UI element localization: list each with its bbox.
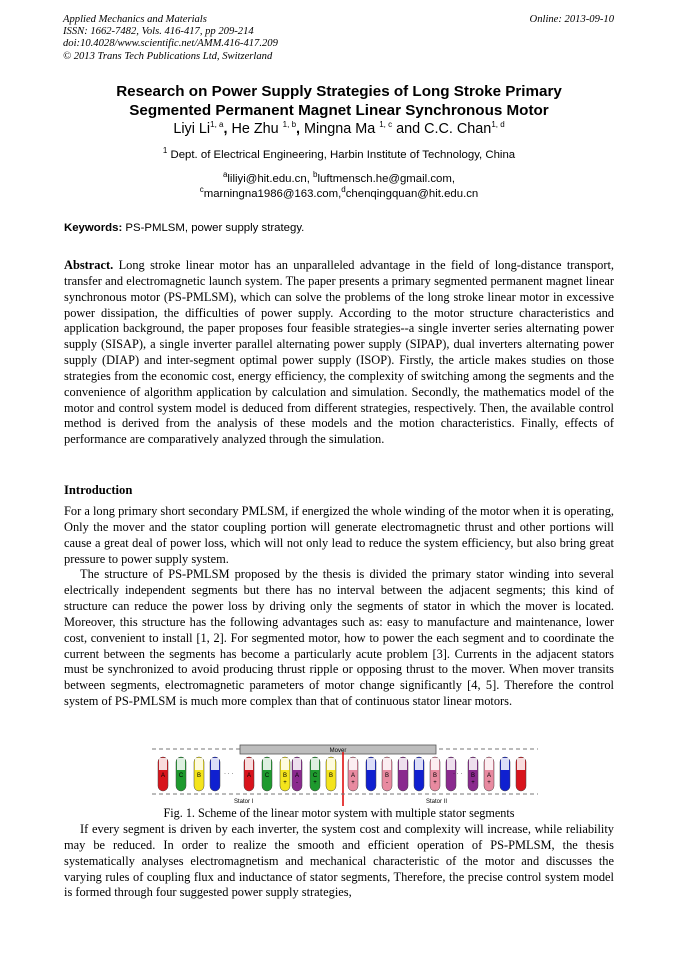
email-b-sup: b xyxy=(313,170,318,180)
coil-phase-label: B xyxy=(282,773,288,779)
intro-paragraph-2: The structure of PS-PMLSM proposed by the thesis is divided the primary stator winding into several electrically independent segments but there has no interval between the adjacent segments; this kind of structure can reduce the power loss by driving only the segments of stator in which the mover is located. Moreover, this structure has the following advantages such as: easy to manufacture and maintenance, lower cost, convenient to install [1, 2]. For segmented motor, how to power the each segment and to coordinate the current between the segments has become a particularly acute problem [3]. Currents in the adjacent stators must be synchronized to avoid producing thrust ripple or opposing thrust to the mover. When mover transits between segments, electromagnetic parameters of motor change significantly [4, 5]. Therefore the control system of PS-PMLSM is much more complex than that of continuous stator linear motors. xyxy=(64,567,614,709)
keywords-text: PS-PMLSM, power supply strategy. xyxy=(122,222,305,234)
author-2-sup: 1, b xyxy=(282,120,297,130)
stator-coil xyxy=(326,757,336,791)
stator-2-label: Stator II xyxy=(426,799,448,805)
title-line-1: Research on Power Supply Strategies of Long Stroke Primary xyxy=(116,83,562,100)
paper-title xyxy=(40,82,638,120)
coil-phase-label: A xyxy=(350,773,356,779)
coil-sign-label: - xyxy=(296,780,298,786)
keywords-label: Keywords: xyxy=(64,222,123,234)
stator-1-label: Stator I xyxy=(234,799,254,805)
coil-sign-label: - xyxy=(386,780,388,786)
intro-paragraph-3: If every segment is driven by each inverter, the system cost and complexity will increase, while reliability may be reduced. In order to realize the smooth and efficient operation of PS-PMLSM, the thesis systematically analyses electromagnetism and mechanical characteristic of the motor and discusses the varying rules of coupling flux and inductance of stator segments, Therefore, the precise control system model is formed through four suggested power supply strategies, xyxy=(64,822,614,900)
stator-coil xyxy=(516,757,526,791)
coil-phase-label: A xyxy=(486,773,492,779)
coil-phase-label: A xyxy=(246,773,252,779)
mover-label: Mover xyxy=(329,748,347,754)
dots-2: · · · xyxy=(453,771,463,777)
figure-caption: Fig. 1. Scheme of the linear motor system with multiple stator segments xyxy=(163,806,515,820)
coil-sign-label: + xyxy=(471,780,475,786)
email-c: marningna1986@163.com, xyxy=(203,188,342,200)
stator-coil xyxy=(382,757,392,791)
coil-phase-label: C xyxy=(178,773,184,779)
stator-coil xyxy=(348,757,358,791)
email-d: chenqingquan@hit.edu.cn xyxy=(345,188,479,200)
coil-sign-label: + xyxy=(487,780,491,786)
coil-phase-label: A xyxy=(294,773,300,779)
journal-header xyxy=(63,14,278,63)
author-2: He Zhu xyxy=(231,121,283,137)
coil-phase-label: C xyxy=(312,773,318,779)
copyright: © 2013 Trans Tech Publications Ltd, Switzerland xyxy=(63,50,273,62)
stator-coil xyxy=(244,757,254,791)
coil-sign-label: + xyxy=(433,780,437,786)
author-1: Liyi Li xyxy=(173,121,211,137)
coil-sign-label: + xyxy=(313,780,317,786)
coil-sign-label: + xyxy=(283,780,287,786)
coil-phase-label: B xyxy=(328,773,334,779)
stator-coil xyxy=(484,757,494,791)
journal-name: Applied Mechanics and Materials xyxy=(63,14,207,25)
affiliation-text: Dept. of Electrical Engineering, Harbin Institute of Technology, China xyxy=(167,149,516,161)
author-3-sup: 1, c xyxy=(379,120,393,130)
author-3: Mingna Ma xyxy=(304,121,380,137)
affiliation-sup: 1 xyxy=(162,146,168,156)
stator-coil xyxy=(430,757,440,791)
stator-coil xyxy=(500,757,510,791)
stator-coil xyxy=(158,757,168,791)
email-a-sup: a xyxy=(222,170,228,180)
introduction-body xyxy=(64,504,614,710)
doi: doi:10.4028/www.scientific.net/AMM.416-417.209 xyxy=(63,38,278,50)
email-d-sup: d xyxy=(341,185,346,195)
affiliation xyxy=(40,146,638,161)
abstract-text: Long stroke linear motor has an unparalleled advantage in the field of long-distance transport, transfer and electromagnetic launch system. The paper presents a primary segmented permanent magnet linear synchronous motor (PS-PMLSM), which can solve the problems of the long stroke linear motor in excessive power dissipation, the difficulties of power supply. According to the motor structure characteristics and application background, the paper proposes four feasible strategies--a single inverter series alternating power supply (SISAP), a single inverter parallel alternating power supply (SIPAP), dual inverters alternating power supply (DIAP) and inter-segment optimal power supply (ISOP). Firstly, the article makes studies on those strategies from the economic cost, energy efficiency, the complexity of switching among the segments and the convenience of algorithm application by calculation and simulation. Secondly, the mathematics model of the motor and control system model is deduced from different strategies, respectively. Then, the available control method is derived from the analysis of these models and the motion characteristics. Finally, effects of performance are comparatively analyzed through the simulation. xyxy=(64,258,614,447)
coil-phase-label: A xyxy=(160,773,166,779)
stator-coil xyxy=(194,757,204,791)
keywords xyxy=(64,222,304,234)
email-c-sup: c xyxy=(199,185,204,195)
figure-linear-motor-scheme xyxy=(150,744,540,806)
author-emails xyxy=(40,172,638,202)
stator-coil xyxy=(262,757,272,791)
stator-coil xyxy=(414,757,424,791)
coil-phase-label: B xyxy=(384,773,390,779)
author-1-sup: 1, a xyxy=(210,120,224,130)
abstract-label: Abstract. xyxy=(64,258,114,272)
abstract xyxy=(64,258,614,448)
author-list: Liyi Li$^{1, a}$, He Zhu $^{1, b}$, Mingna Ma $^{1, c}$ and C.C. Chan$^{1, d}$ xyxy=(173,120,505,137)
coil-sign-label: + xyxy=(351,780,355,786)
section-heading-introduction: Introduction xyxy=(64,483,133,497)
title-line-2: Segmented Permanent Magnet Linear Synchronous Motor xyxy=(129,102,549,119)
stator-coil xyxy=(398,757,408,791)
online-date: Online: 2013-09-10 xyxy=(529,14,614,25)
issn: ISSN: 1662-7482, Vols. 416-417, pp 209-214 xyxy=(63,26,254,38)
coil-phase-label: B xyxy=(196,773,202,779)
stator-coil xyxy=(210,757,220,791)
stator-coil xyxy=(468,757,478,791)
stator-coil xyxy=(366,757,376,791)
email-a: liliyi@hit.edu.cn, xyxy=(227,173,314,185)
email-b: luftmensch.he@gmail.com, xyxy=(317,173,456,185)
stator-coil xyxy=(280,757,290,791)
stator-coil xyxy=(310,757,320,791)
stator-coil xyxy=(176,757,186,791)
author-4: and C.C. Chan xyxy=(392,121,492,137)
dots-1: · · · xyxy=(224,771,234,777)
stator-coil xyxy=(292,757,302,791)
coil-phase-label: B xyxy=(432,773,438,779)
intro-paragraph-1: For a long primary short secondary PMLSM, if energized the whole winding of the motor when it is operating, Only the mover and the stator coupling portion will generate electromagnetic thrust and other portions will cause a great deal of power loss, which will not only lead to reduce the system efficiency, but also bring great pressure to power supply system. xyxy=(64,504,614,566)
coil-phase-label: B xyxy=(470,773,476,779)
stator-coils xyxy=(158,757,526,791)
coil-phase-label: C xyxy=(264,773,270,779)
author-4-sup: 1, d xyxy=(491,120,505,130)
